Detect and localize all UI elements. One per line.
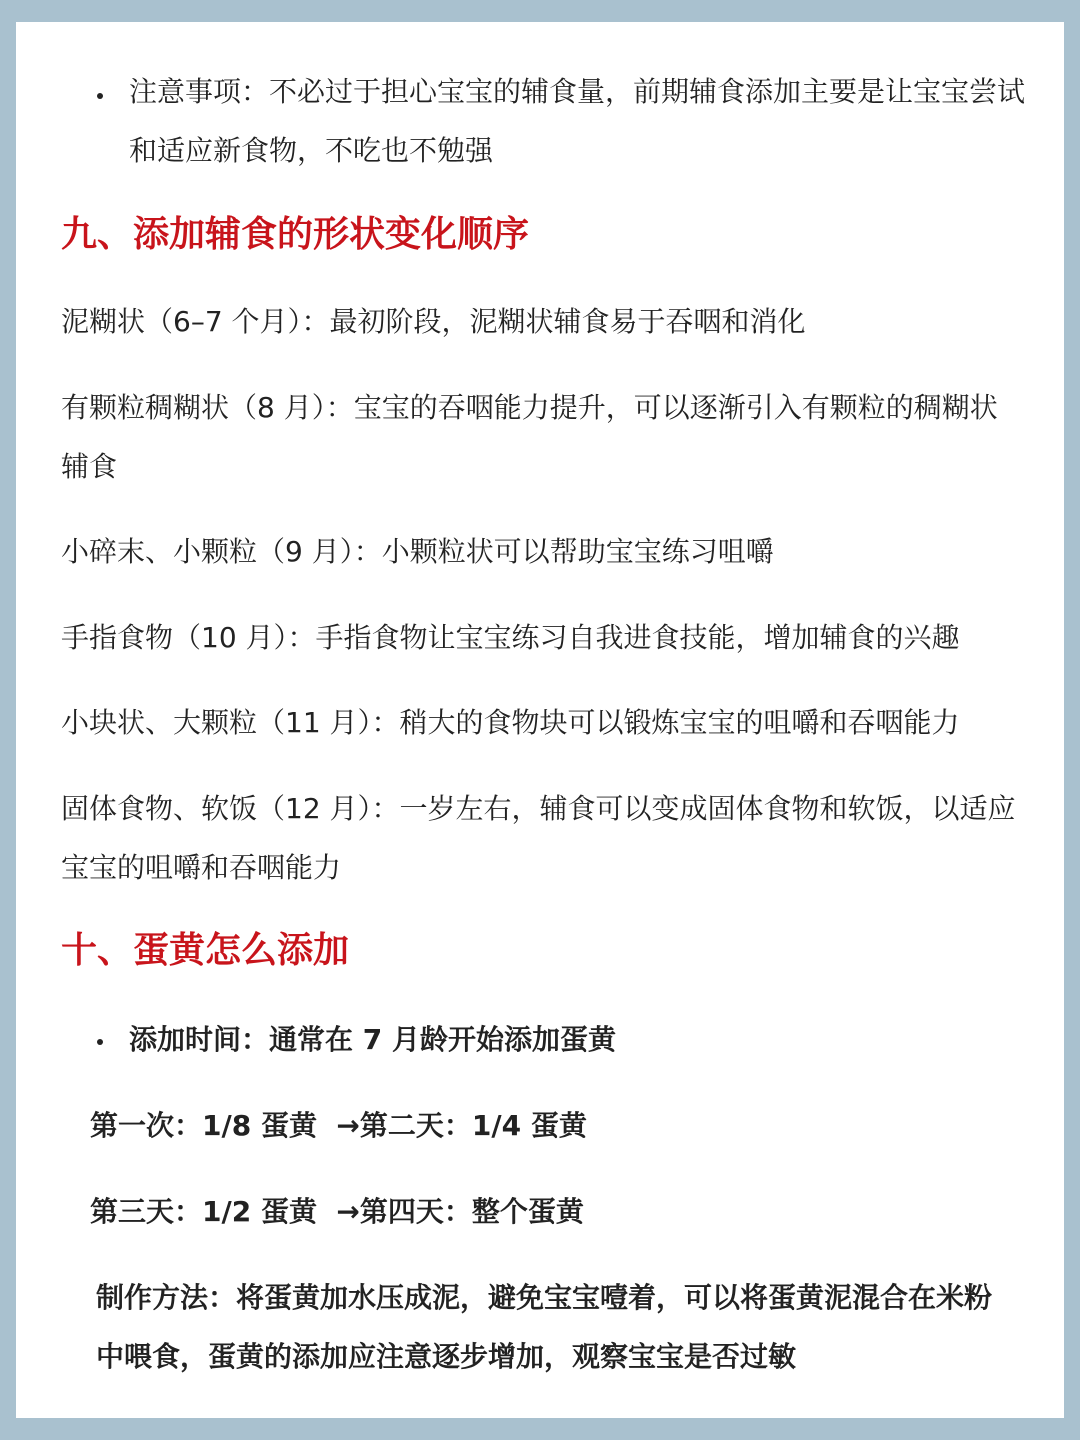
shape-stage-item: 固体食物、软饭（12 月）：一岁左右，辅食可以变成固体食物和软饭，以适应宝宝的咀嚼和吞咽能力 bbox=[61, 792, 1016, 884]
section9-title: 九、添加辅食的形状变化顺序 bbox=[61, 213, 530, 255]
bullet-icon bbox=[97, 1039, 103, 1045]
intro-bullet-text: 注意事项：不必过于担心宝宝的辅食量，前期辅食添加主要是让宝宝尝试和适应新食物，不吃也不勉强 bbox=[129, 75, 1026, 167]
shape-stage-item: 有颗粒稠糊状（8 月）：宝宝的吞咽能力提升，可以逐渐引入有颗粒的稠糊状辅食 bbox=[61, 391, 998, 483]
shape-stage-item: 小块状、大颗粒（11 月）：稍大的食物块可以锻炼宝宝的咀嚼和吞咽能力 bbox=[61, 706, 960, 739]
shape-stage-item: 小碎末、小颗粒（9 月）：小颗粒状可以帮助宝宝练习咀嚼 bbox=[61, 535, 774, 568]
shape-stage-item: 手指食物（10 月）：手指食物让宝宝练习自我进食技能，增加辅食的兴趣 bbox=[61, 621, 960, 654]
yolk-method-text: 制作方法：将蛋黄加水压成泥，避免宝宝噎着，可以将蛋黄泥混合在米粉中喂食，蛋黄的添加应注意逐步增加，观察宝宝是否过敏 bbox=[96, 1281, 993, 1373]
section10-title: 十、蛋黄怎么添加 bbox=[61, 929, 350, 971]
yolk-step-line: 第一次：1/8 蛋黄 →第二天：1/4 蛋黄 bbox=[90, 1109, 587, 1142]
yolk-timing-bullet: 添加时间：通常在 7 月龄开始添加蛋黄 bbox=[129, 1023, 616, 1056]
document-page bbox=[16, 22, 1064, 1418]
bullet-icon bbox=[97, 93, 103, 99]
shape-stage-item: 泥糊状（6–7 个月）：最初阶段，泥糊状辅食易于吞咽和消化 bbox=[61, 305, 806, 338]
yolk-step-line: 第三天：1/2 蛋黄 →第四天：整个蛋黄 bbox=[90, 1195, 584, 1228]
